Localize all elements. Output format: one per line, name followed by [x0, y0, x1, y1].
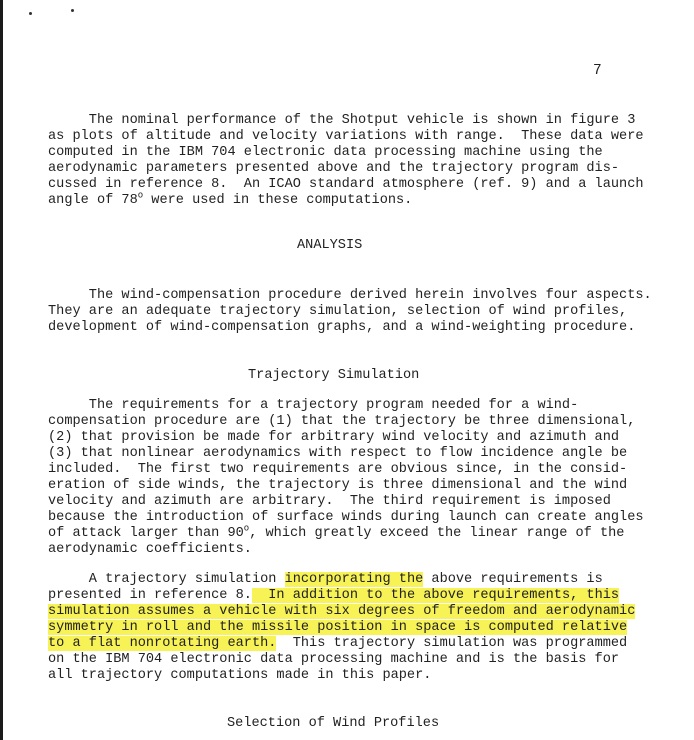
- paragraph-overview: [48, 288, 652, 336]
- paragraph-intro: [48, 113, 648, 209]
- text-line: The nominal performance of the Shotput vehicle is shown in figure 3: [48, 113, 636, 128]
- text-line: as plots of altitude and velocity variations with range. These data were: [48, 129, 644, 144]
- text-line: A trajectory simulation incorporating the above requirements is: [48, 572, 603, 587]
- text-line-highlighted: symmetry in roll and the missile position in space is computed relative: [48, 620, 628, 635]
- text-line: all trajectory computations made in this paper.: [48, 668, 432, 683]
- heading-wind-profiles: Selection of Wind Profiles: [227, 716, 440, 731]
- text-line-highlighted: simulation assumes a vehicle with six degrees of freedom and aerodynamic: [48, 604, 636, 619]
- text-line: computed in the IBM 704 electronic data processing machine using the: [48, 145, 603, 160]
- text-line: compensation procedure are (1) that the trajectory be three dimensional,: [48, 414, 636, 429]
- heading-trajectory-simulation: Trajectory Simulation: [248, 368, 420, 383]
- text-line: velocity and azimuth are arbitrary. The third requirement is imposed: [48, 494, 611, 509]
- text-line: They are an adequate trajectory simulation, selection of wind profiles,: [48, 304, 628, 319]
- text-line: cussed in reference 8. An ICAO standard atmosphere (ref. 9) and a launch: [48, 177, 644, 192]
- text-line: The requirements for a trajectory program needed for a wind-: [48, 398, 579, 413]
- heading-analysis: ANALYSIS: [297, 238, 363, 253]
- text-line: angle of 78$^o$ were used in these computations.: [48, 190, 413, 208]
- text-line: to a flat nonrotating earth. This trajectory simulation was programmed: [48, 636, 628, 651]
- highlight: In addition to the above requirements, this: [251, 588, 620, 603]
- paragraph-requirements: [48, 398, 648, 558]
- text-line: development of wind-compensation graphs, and a wind-weighting procedure.: [48, 320, 636, 335]
- text-line: on the IBM 704 electronic data processing machine and is the basis for: [48, 652, 620, 667]
- text-line: (2) that provision be made for arbitrary wind velocity and azimuth and: [48, 430, 620, 445]
- paragraph-simulation: [48, 572, 648, 684]
- text-line: The wind-compensation procedure derived herein involves four aspects.: [48, 288, 652, 303]
- text-line: included. The first two requirements are obvious since, in the consid-: [48, 462, 628, 477]
- highlight: to a flat nonrotating earth.: [48, 636, 277, 651]
- highlight: incorporating the: [284, 572, 424, 587]
- scan-speck: [29, 12, 32, 15]
- text-line: (3) that nonlinear aerodynamics with respect to flow incidence angle be: [48, 446, 628, 461]
- text-line: eration of side winds, the trajectory is three dimensional and the wind: [48, 478, 628, 493]
- text-line: presented in reference 8. In addition to the above requirements, this: [48, 588, 620, 603]
- scan-speck: [71, 9, 74, 12]
- text-line: aerodynamic parameters presented above and the trajectory program dis-: [48, 161, 620, 176]
- text-line: aerodynamic coefficients.: [48, 542, 252, 557]
- left-binding-rule: [0, 0, 3, 740]
- text-line: because the introduction of surface winds during launch can create angles: [48, 510, 644, 525]
- page-number: 7: [593, 63, 602, 79]
- text-line: of attack larger than 90$^o$, which greatly exceed the linear range of the: [48, 523, 625, 541]
